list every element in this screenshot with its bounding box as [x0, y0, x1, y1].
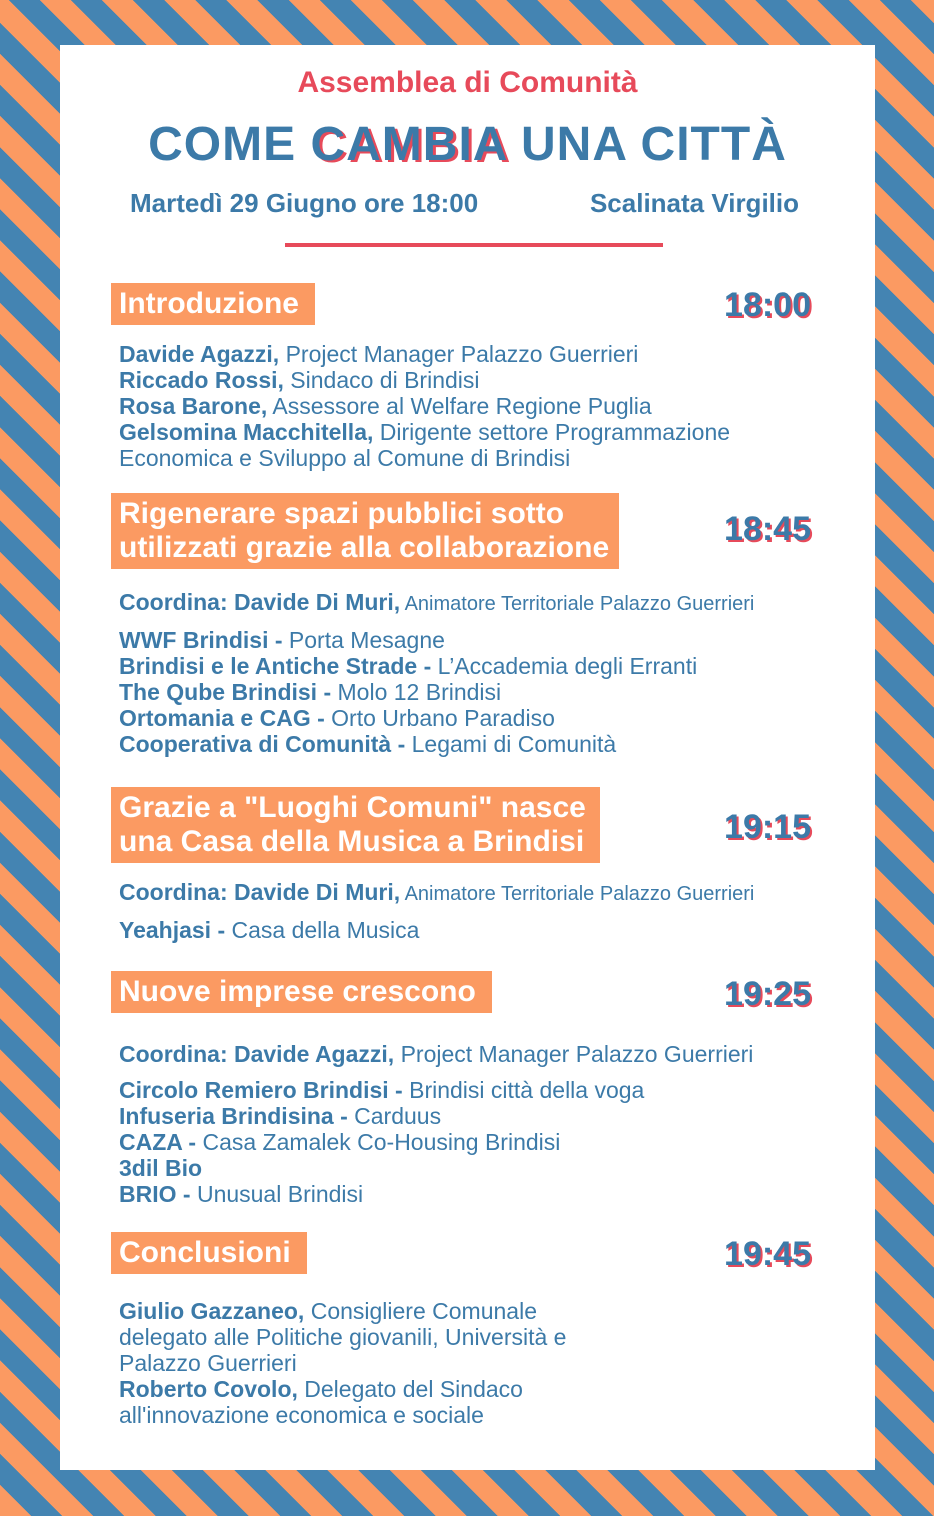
event-title: [60, 117, 875, 173]
divider: [285, 243, 663, 247]
coordinator-item: Coordina: Davide Di Muri, Animatore Territoriale Palazzo Guerrieri: [119, 879, 755, 905]
section-label: Introduzione: [111, 283, 315, 325]
section-label: Conclusioni: [111, 1232, 307, 1274]
speaker-item: 3dil Bio: [119, 1155, 203, 1181]
event-title-part2: UNA CITTÀ: [506, 118, 787, 171]
section-label-line1: Rigenerare spazi pubblici sotto: [119, 497, 565, 530]
speaker-item: WWF Brindisi - Porta Mesagne: [119, 627, 445, 653]
coordinator-item: Coordina: Davide Di Muri, Animatore Territoriale Palazzo Guerrieri: [119, 589, 755, 615]
speaker-item: Gelsomina Macchitella, Dirigente settore Programmazione Economica e Sviluppo al Comune di Brindisi: [119, 419, 731, 471]
speaker-item: Infuseria Brindisina - Carduus: [119, 1103, 442, 1129]
event-title-accent: CAMBIA: [310, 118, 507, 171]
speaker-item: Rosa Barone, Assessore al Welfare Regione Puglia: [119, 393, 652, 419]
speaker-list: [119, 1298, 839, 1428]
section-time: 18:00: [724, 286, 811, 324]
speaker-item: Giulio Gazzaneo, Consigliere Comunale delegato alle Politiche giovanili, Università e Palazzo Guerrieri: [119, 1298, 567, 1376]
speaker-item: Circolo Remiero Brindisi - Brindisi città della voga: [119, 1077, 645, 1103]
speaker-item: Riccado Rossi, Sindaco di Brindisi: [119, 367, 480, 393]
section-label-line2: utilizzati grazie alla collaborazione: [119, 531, 610, 564]
coordinator-item: Coordina: Davide Agazzi, Project Manager Palazzo Guerrieri: [119, 1041, 754, 1067]
event-date: Martedì 29 Giugno ore 18:00: [130, 188, 479, 218]
section-time: 19:45: [724, 1235, 811, 1273]
section-luoghi-comuni: [111, 787, 841, 943]
speaker-list: [119, 341, 839, 471]
speaker-item: Ortomania e CAG - Orto Urbano Paradiso: [119, 705, 555, 731]
speaker-item: Davide Agazzi, Project Manager Palazzo Guerrieri: [119, 341, 639, 367]
speaker-item: Brindisi e le Antiche Strade - L’Accademia degli Erranti: [119, 653, 698, 679]
section-time: 19:25: [724, 975, 811, 1013]
section-rigenerare: [111, 493, 841, 757]
section-time: 18:45: [724, 510, 811, 548]
speaker-item: BRIO - Unusual Brindisi: [119, 1181, 364, 1207]
organizer-title: Assemblea di Comunità: [297, 66, 638, 99]
section-time: 19:15: [724, 808, 811, 846]
speaker-item: Cooperativa di Comunità - Legami di Comunità: [119, 731, 617, 757]
speaker-item: Roberto Covolo, Delegato del Sindaco all'innovazione economica e sociale: [119, 1376, 523, 1428]
program-card: [60, 45, 875, 1470]
section-label-line1: Grazie a "Luoghi Comuni" nasce: [119, 791, 586, 824]
section-label: [111, 787, 600, 863]
event-title-part1: COME: [148, 118, 311, 171]
section-label-line2: una Casa della Musica a Brindisi: [119, 825, 585, 858]
section-label: Nuove imprese crescono: [111, 971, 492, 1013]
speaker-item: The Qube Brindisi - Molo 12 Brindisi: [119, 679, 502, 705]
speaker-list: [119, 879, 839, 943]
speaker-list: [119, 1041, 839, 1207]
section-conclusioni: [111, 1232, 841, 1428]
speaker-list: [119, 589, 839, 757]
speaker-item: Yeahjasi - Casa della Musica: [119, 917, 420, 943]
section-introduzione: [111, 283, 841, 471]
section-nuove-imprese: [111, 971, 841, 1207]
speaker-item: CAZA - Casa Zamalek Co-Housing Brindisi: [119, 1129, 561, 1155]
section-label: [111, 493, 619, 569]
event-place: Scalinata Virgilio: [589, 188, 799, 218]
